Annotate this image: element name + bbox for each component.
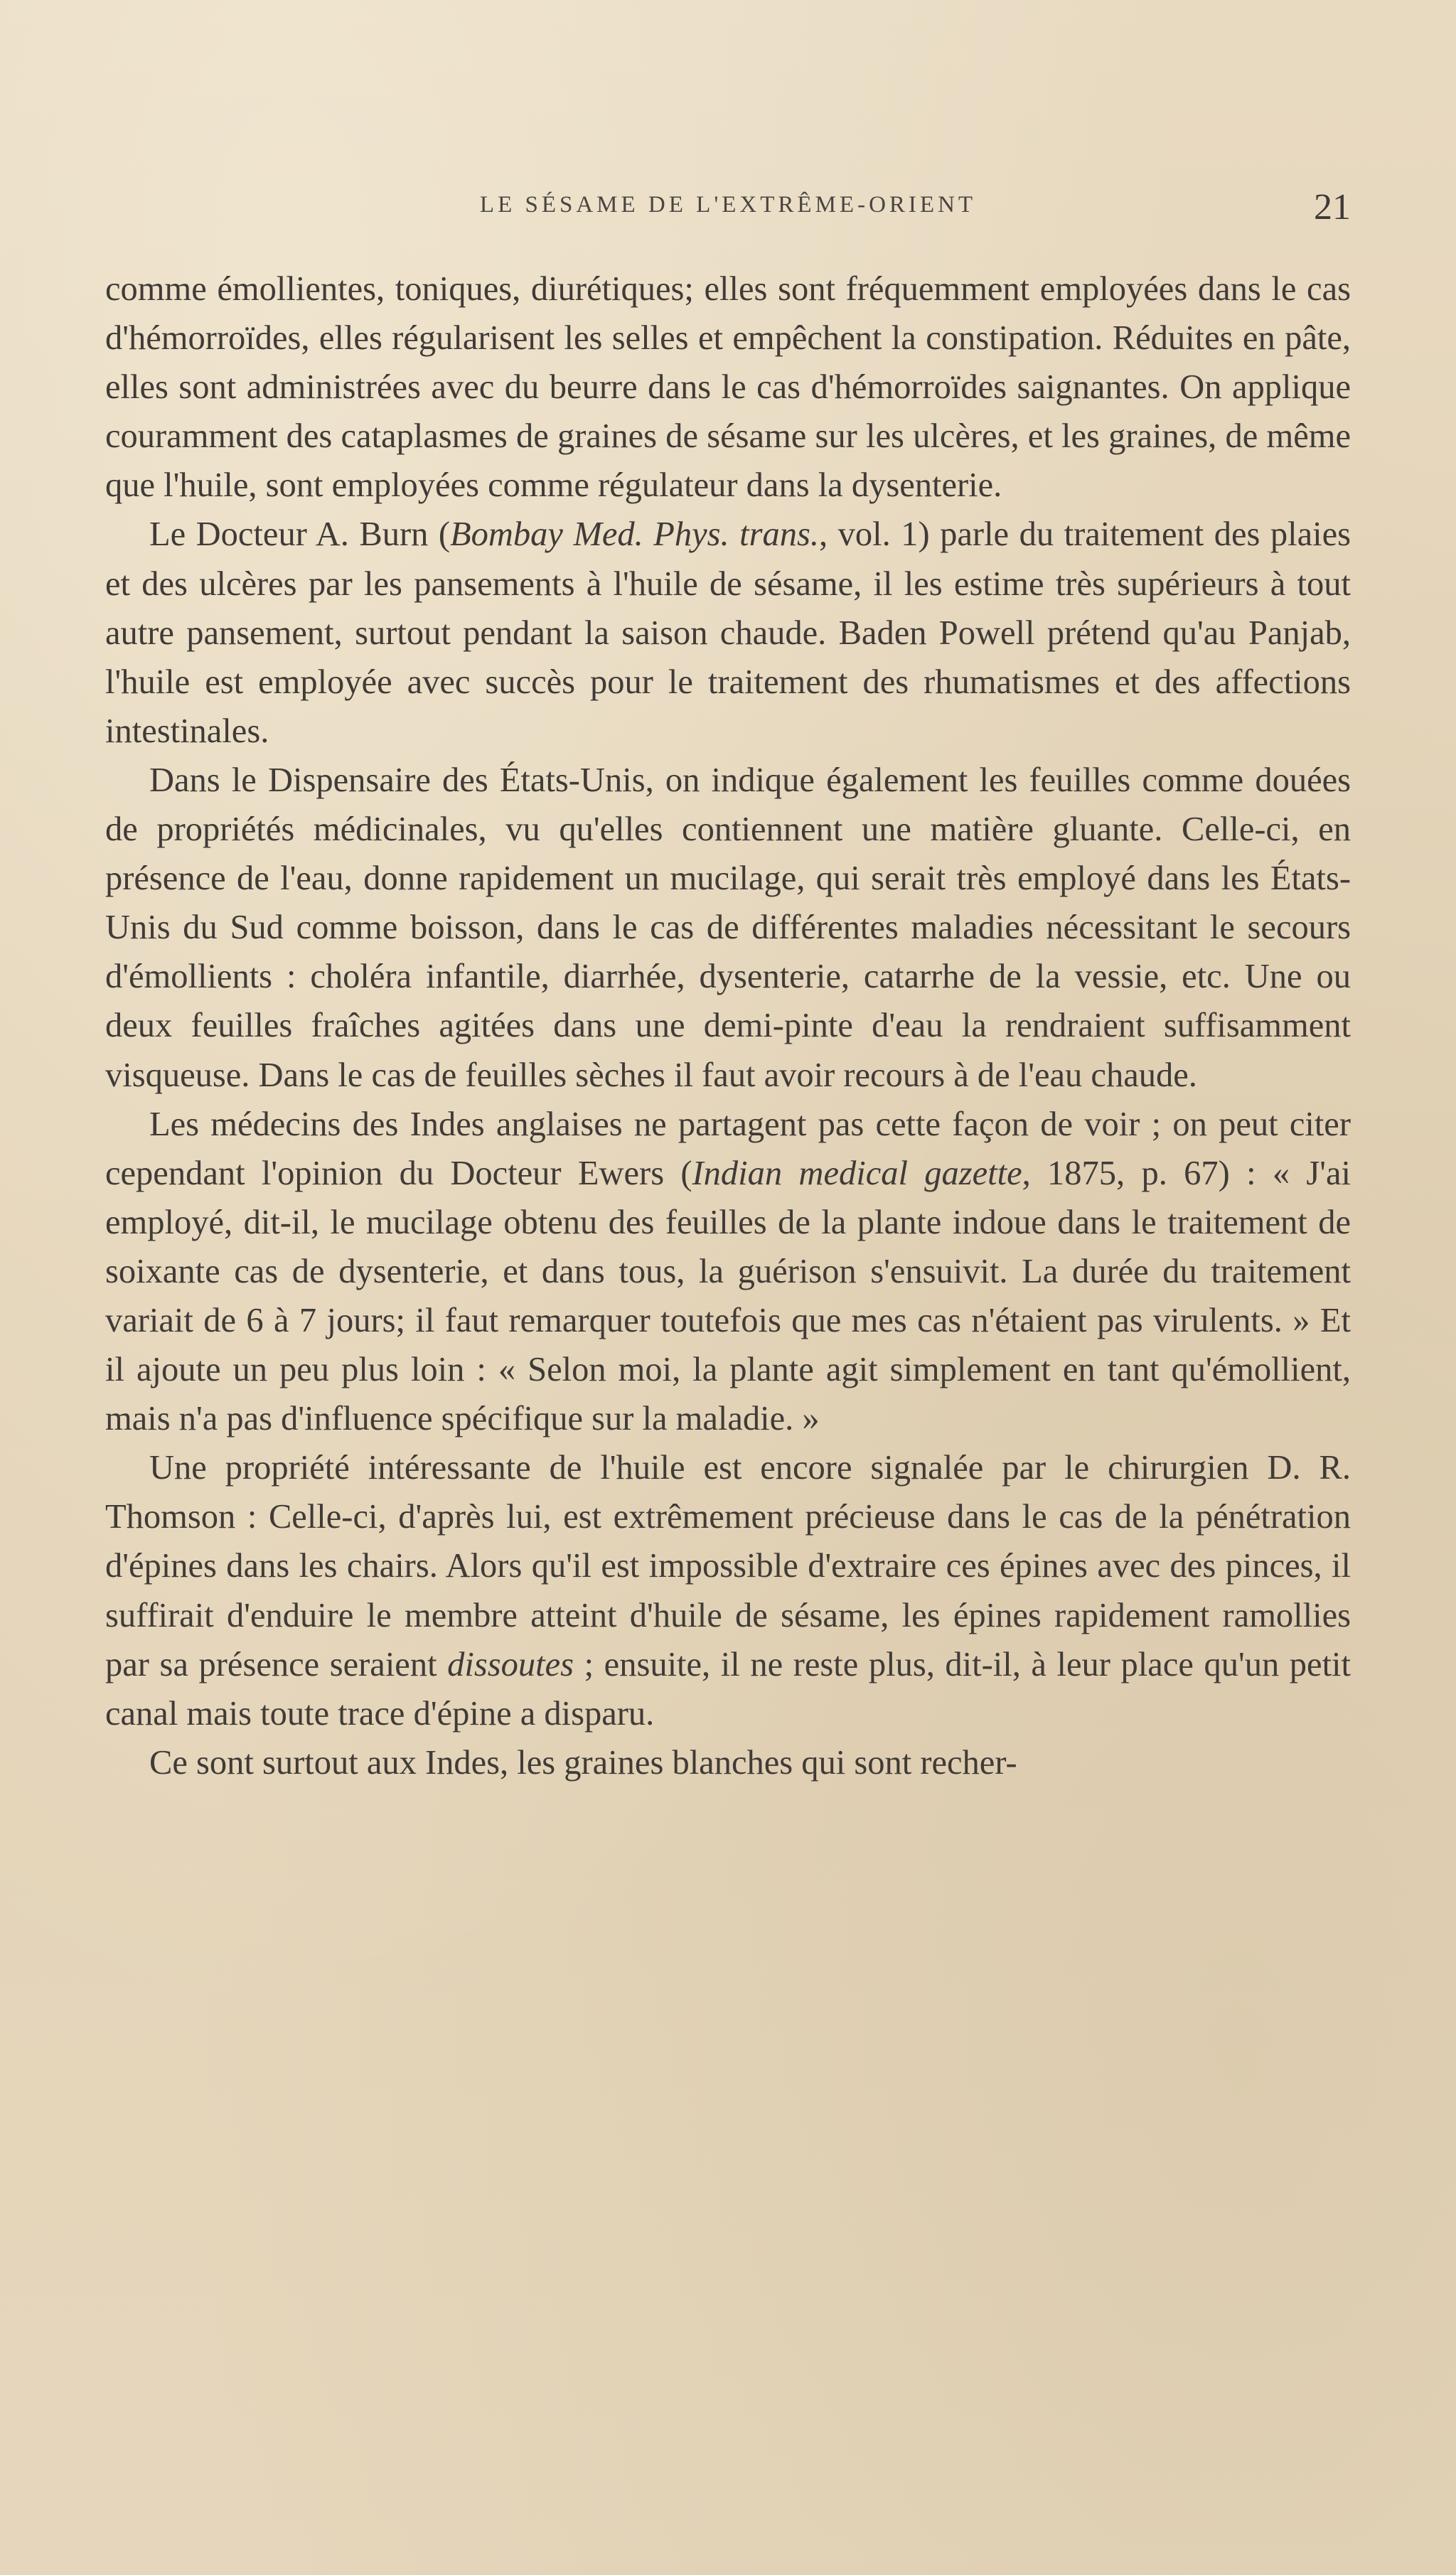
citation-bombay: Bombay Med. Phys. trans. (450, 515, 820, 554)
body-text (105, 264, 1351, 1787)
paragraph-2 (105, 510, 1351, 755)
paragraph-5-text-start: Une propriété intéressante de l'huile est encore signalée par le chirurgien D. R. Thomson : Celle-ci, d'après lui, est extrêmement précieuse dans le cas de la pénétration d'épines dans les chairs. Alors qu'il est impossible d'extraire ces épines avec des pinces, il suffirait d'enduire le membre atteint d'huile de sésame, les épines rapidement ramollies par sa présence seraient (105, 1449, 1351, 1683)
running-title: LE SÉSAME DE L'EXTRÊME-ORIENT (479, 192, 977, 218)
paragraph-2-text-start: Le Docteur A. Burn ( (149, 515, 451, 554)
paragraph-4-text-end: , 1875, p. 67) : « J'ai employé, dit-il, le mucilage obtenu des feuilles de la plante indoue dans le traitement de soixante cas de dysenterie, et dans tous, la guérison s'ensuivit. La durée du traitement variait de 6 à 7 jours; il faut remarquer toutefois que mes cas n'étaient pas virulents. » Et il ajoute un peu plus loin : « Selon moi, la plante agit simplement en tant qu'émollient, mais n'a pas d'influence spécifique sur la maladie. » (105, 1154, 1351, 1438)
paragraph-5-text-end: ; ensuite, il ne reste plus, dit-il, à leur place qu'un petit canal mais toute trace d'épine a disparu. (105, 1645, 1351, 1733)
emphasis-dissoutes: dissoutes (447, 1645, 574, 1683)
paragraph-1: comme émollientes, toniques, diurétiques; elles sont fréquemment employées dans le cas d'hémorroïdes, elles régularisent les selles et empêchent la constipation. Réduites en pâte, elles sont administrées avec du beurre dans le cas d'hémorroïdes saignantes. On applique couramment des cataplasmes de graines de sésame sur les ulcères, et les graines, de même que l'huile, sont employées comme régulateur dans la dysenterie. (105, 270, 1351, 505)
paragraph-3: Dans le Dispensaire des États-Unis, on indique également les feuilles comme douées de propriétés médicinales, vu qu'elles contiennent une matière gluante. Celle-ci, en présence de l'eau, donne rapidement un mucilage, qui serait très employé dans les États-Unis du Sud comme boisson, dans le cas de différentes maladies nécessitant le secours d'émollients : choléra infantile, diarrhée, dysenterie, catarrhe de la vessie, etc. Une ou deux feuilles fraîches agitées dans une demi-pinte d'eau la rendraient suffisamment visqueuse. Dans le cas de feuilles sèches il faut avoir recours à de l'eau chaude. (105, 761, 1351, 1094)
paragraph-4 (105, 1100, 1351, 1444)
paragraph-5 (105, 1443, 1351, 1738)
citation-indian-gazette: Indian medical gazette (692, 1154, 1022, 1192)
paragraph-4-text-start: Les médecins des Indes anglaises ne partagent pas cette façon de voir ; on peut citer cependant l'opinion du Docteur Ewers ( (105, 1105, 1351, 1192)
paragraph-6: Ce sont surtout aux Indes, les graines blanches qui sont recher- (149, 1743, 1017, 1782)
running-head (105, 186, 1351, 229)
page-number: 21 (1314, 187, 1351, 227)
paragraph-2-text-end: , vol. 1) parle du traitement des plaies et des ulcères par les pansements à l'huile de sésame, il les estime très supérieurs à tout autre pansement, surtout pendant la saison chaude. Baden Powell prétend qu'au Panjab, l'huile est employée avec succès pour le traitement des rhumatismes et des affections intestinales. (105, 515, 1351, 750)
